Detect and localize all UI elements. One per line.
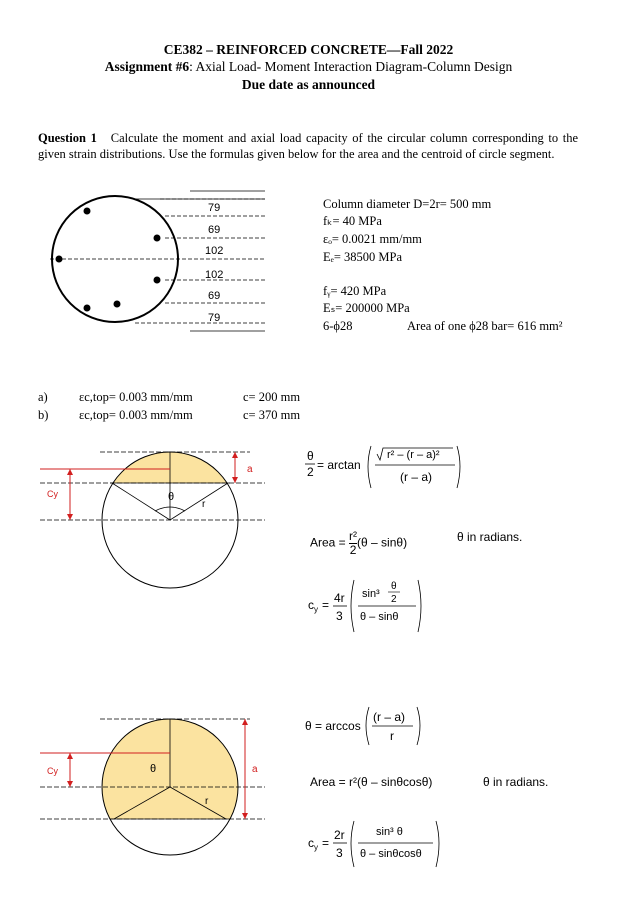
column-section-figure [40,186,270,346]
cy-num-1: sin³ [362,588,380,600]
dim-6: 79 [208,312,221,324]
svg-text:3: 3 [336,609,343,623]
dim-3: 102 [205,245,224,257]
svg-text:2: 2 [307,465,314,479]
dim-2: 69 [208,224,221,236]
prop-bars: 6-ϕ28 [323,319,353,333]
cy-label-1: Cy [47,489,58,499]
a-label-1: a [247,464,253,475]
svg-text:2: 2 [391,594,397,605]
theta-label-1: θ [168,491,175,503]
due-date: Due date as announced [241,77,376,92]
cy-den-2: θ – sinθcosθ [360,848,422,860]
svg-text:=: = [322,598,330,612]
case-a-depth: c= 200 mm [243,390,301,404]
prop-eco: εₒ= 0.0021 mm/mm [323,232,422,246]
formula-theta-1 [305,438,465,498]
segment-figure-1 [35,445,275,635]
case-b-strain: εc,top= 0.003 mm/mm [79,408,193,422]
svg-text:r² – (r – a)²: r² – (r – a)² [387,449,440,461]
svg-text:c: c [308,836,314,850]
svg-text:y: y [314,843,318,852]
a-label-2: a [252,764,258,775]
dim-4: 102 [205,269,224,281]
r-label-2: r [205,796,209,807]
title-assignment [0,59,617,75]
svg-text:(r – a): (r – a) [400,470,433,484]
area-rest-1: (θ – sinθ) [357,535,408,550]
formula-cy-2 [308,817,448,873]
theta2-den: r [390,729,394,743]
assignment-subtitle: : Axial Load- Moment Interaction Diagram-Column Design [189,59,513,74]
case-a-strain: εc,top= 0.003 mm/mm [79,390,193,404]
radians-note-2: θ in radians. [483,775,549,789]
formula-cy-1 [308,576,438,638]
question-label: Question 1 [38,131,97,145]
question-1 [38,130,578,162]
svg-text:c: c [308,598,314,612]
title-course: CE382 – REINFORCED CONCRETE—Fall 2022 [163,42,454,57]
formula-area-2: Area = r²(θ – sinθcosθ) [310,775,433,789]
svg-text:θ: θ [307,449,314,463]
cy-num-2: sin³ θ [376,826,403,838]
case-b-label: b) [38,408,49,422]
assignment-label: Assignment #6 [104,59,190,74]
svg-text:=: = [322,836,330,850]
prop-fy: fᵧ= 420 MPa [323,284,387,298]
arctan-text: = arctan [317,458,361,472]
prop-diameter: Column diameter D=2r= 500 mm [323,197,492,211]
formula-area-1: Area = $\frac{\text{r²}}{2}$ (θ – sinθ) [310,529,408,557]
svg-text:2r: 2r [334,828,345,842]
prop-ec: Eₑ= 38500 MPa [323,250,403,264]
cy-label-2: Cy [47,766,58,776]
theta2-num: (r – a) [373,710,406,724]
case-a-label: a) [38,390,48,404]
prop-fck: fₖ= 40 MPa [323,214,382,228]
prop-bar-area: Area of one ϕ28 bar= 616 mm² [407,319,563,333]
radians-note-1: θ in radians. [457,530,523,544]
area-label-1: Area = [310,535,346,550]
svg-text:3: 3 [336,846,343,860]
svg-text:θ: θ [391,581,397,592]
formula-theta-2 [305,703,445,749]
case-b-depth: c= 370 mm [243,408,301,422]
svg-text:4r: 4r [334,591,345,605]
dim-5: 69 [208,290,221,302]
r-label-1: r [202,499,206,510]
dim-1: 79 [208,202,221,214]
cy-den-1: θ – sinθ [360,611,399,623]
segment-figure-2 [35,712,275,892]
arccos-text: θ = arccos [305,719,361,733]
svg-text:y: y [314,605,318,614]
theta-label-2: θ [150,763,157,775]
question-text: Calculate the moment and axial load capacity of the circular column corresponding to the given strain distributions. Use the formulas given below for the area and the centroid of circle segment. [38,131,578,161]
prop-es: Eₛ= 200000 MPa [323,301,410,315]
